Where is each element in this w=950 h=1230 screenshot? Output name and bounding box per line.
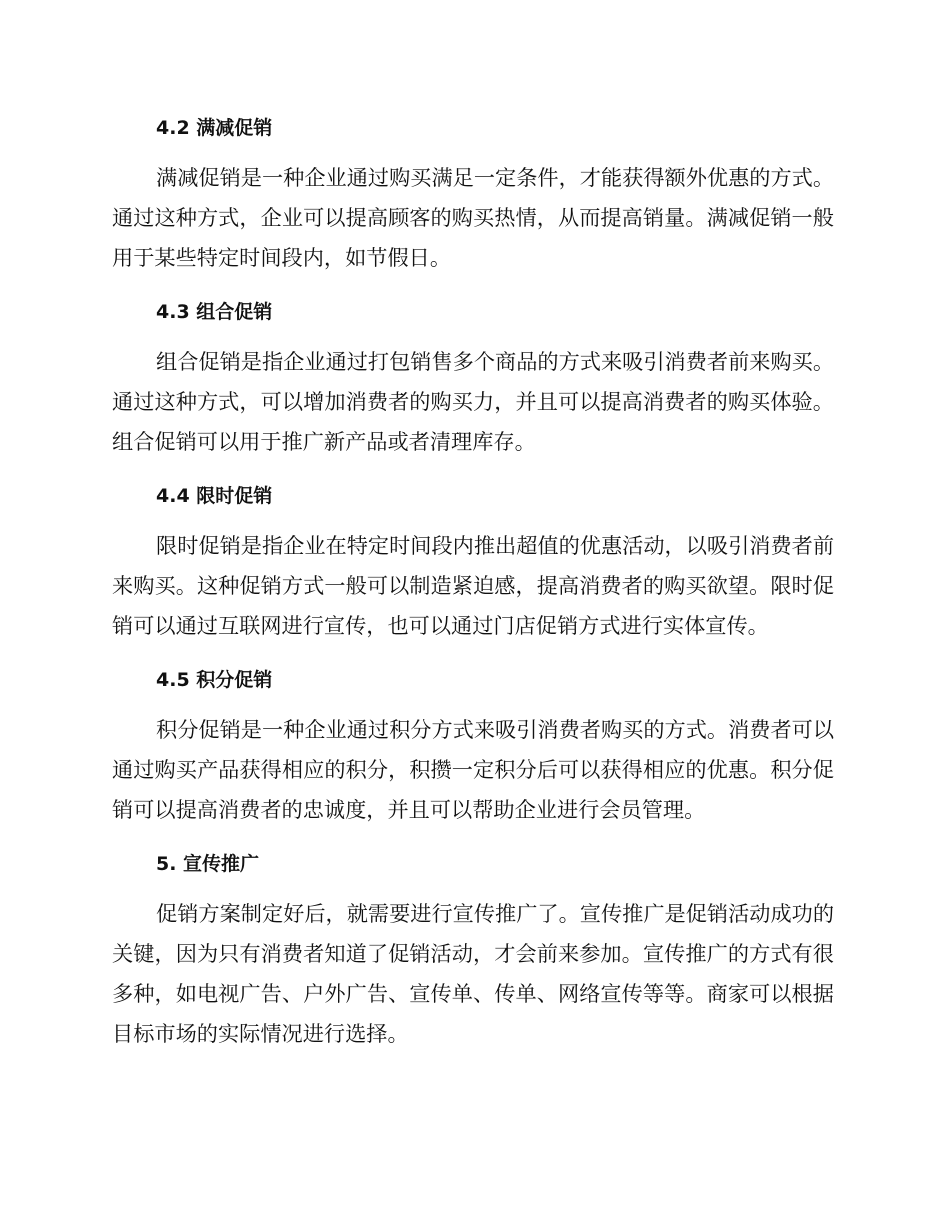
section-4-2 xyxy=(112,108,834,278)
section-heading: 4.2 满减促销 xyxy=(156,117,273,139)
section-heading: 4.3 组合促销 xyxy=(156,301,273,323)
section-paragraph: 积分促销是一种企业通过积分方式来吸引消费者购买的方式。消费者可以通过购买产品获得相应的积分，积攒一定积分后可以获得相应的优惠。积分促销可以提高消费者的忠诚度，并且可以帮助企业进行会员管理。 xyxy=(112,717,835,822)
document-page xyxy=(112,108,834,1068)
section-4-4 xyxy=(112,476,834,646)
section-paragraph: 限时促销是指企业在特定时间段内推出超值的优惠活动，以吸引消费者前来购买。这种促销方式一般可以制造紧迫感，提高消费者的购买欲望。限时促销可以通过互联网进行宣传，也可以通过门店促销方式进行实体宣传。 xyxy=(112,533,835,638)
section-paragraph: 满减促销是一种企业通过购买满足一定条件，才能获得额外优惠的方式。通过这种方式，企业可以提高顾客的购买热情，从而提高销量。满减促销一般用于某些特定时间段内，如节假日。 xyxy=(112,165,835,270)
section-heading: 5. 宣传推广 xyxy=(156,853,260,875)
section-paragraph: 组合促销是指企业通过打包销售多个商品的方式来吸引消费者前来购买。通过这种方式，可以增加消费者的购买力，并且可以提高消费者的购买体验。组合促销可以用于推广新产品或者清理库存。 xyxy=(112,349,835,454)
section-4-5 xyxy=(112,660,834,830)
section-4-3 xyxy=(112,292,834,462)
section-heading: 4.4 限时促销 xyxy=(156,485,273,507)
section-paragraph: 促销方案制定好后，就需要进行宣传推广了。宣传推广是促销活动成功的关键，因为只有消费者知道了促销活动，才会前来参加。宣传推广的方式有很多种，如电视广告、户外广告、宣传单、传单、网络宣传等等。商家可以根据目标市场的实际情况进行选择。 xyxy=(112,901,835,1046)
section-heading: 4.5 积分促销 xyxy=(156,669,273,691)
section-5 xyxy=(112,844,834,1054)
